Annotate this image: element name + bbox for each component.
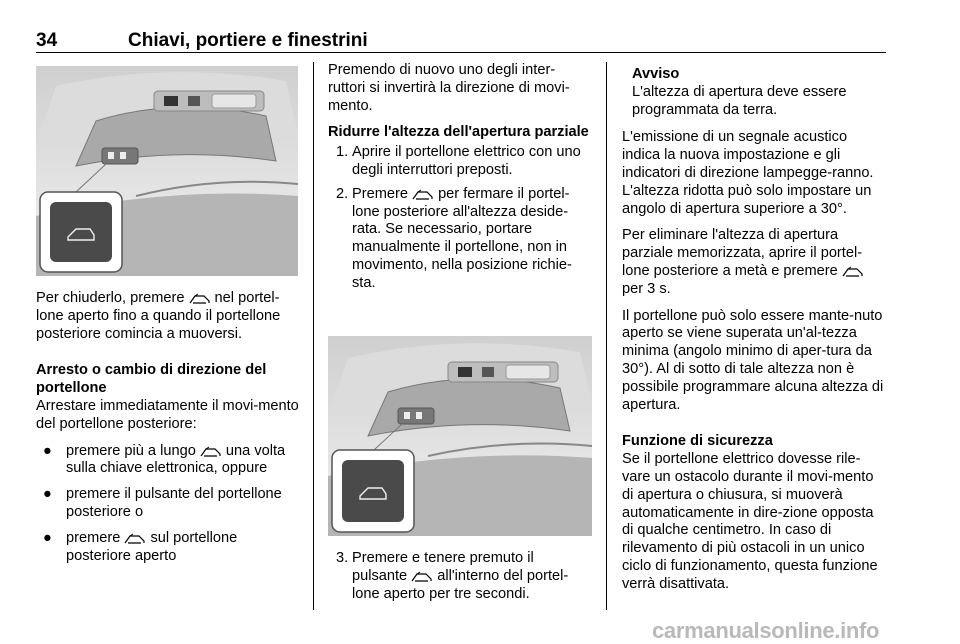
- paragraph: Se il portellone elettrico dovesse rile-vare un ostacolo durante il movi-mento di apertura o chiusura, si muoverà automaticamente in dire-zione opposta di qualche centimetro. In caso di rilevamento di più ostacoli in un unico ciclo di funzionamento, questa funzione verrà disattivata.: [622, 451, 878, 592]
- tailgate-open-icon: [124, 533, 146, 545]
- section-heading: Arresto o cambio di direzione del portellone: [36, 362, 267, 397]
- text-column-middle: [328, 62, 592, 299]
- paragraph: Per chiuderlo, premere nel portel-lone aperto fino a quando il portellone posteriore comincia a muoversi.: [36, 290, 281, 342]
- page-number: 34: [36, 30, 58, 51]
- list-item: 1. Aprire il portellone elettrico con uno degli interruttori preposti.: [336, 144, 581, 178]
- section-heading: Ridurre l'altezza dell'apertura parziale: [328, 124, 589, 141]
- section-heading: Funzione di sicurezza: [622, 433, 773, 450]
- list-item: 3. Premere e tenere premuto il pulsante all'interno del portel-lone aperto per tre secondi.: [336, 550, 569, 602]
- tailgate-open-icon: [200, 446, 222, 458]
- list-item: 2. Premere per fermare il portel-lone posteriore all'altezza deside-rata. Se necessario, portare manualmente il portellone, non in movimento, nella posizione richie-sta.: [336, 185, 572, 291]
- tailgate-open-icon: [412, 189, 434, 201]
- text-column-left: [36, 290, 301, 573]
- notice-title: Avviso: [632, 66, 680, 82]
- tailgate-illustration: [36, 66, 298, 276]
- tailgate-open-icon: [411, 571, 433, 583]
- list-item: ● premere il pulsante del portellone posteriore o: [43, 486, 282, 520]
- paragraph: Per eliminare l'altezza di apertura parziale memorizzata, aprire il portel-lone posteriore a metà e premere per 3 s.: [622, 227, 863, 297]
- watermark: carmanualsonline.info: [652, 618, 880, 643]
- paragraph: L'emissione di un segnale acustico indica la nuova impostazione e gli indicatori di direzione lampegge-ranno. L'altezza ridotta può solo impostare un angolo di apertura superiore a 30°.: [622, 129, 874, 217]
- tailgate-illustration: [328, 336, 592, 536]
- list-item: ● premere più a lungo una volta sulla chiave elettronica, oppure: [43, 442, 286, 477]
- text-column-middle-bottom: [328, 548, 592, 609]
- page-header: [36, 30, 886, 53]
- column-divider: [313, 62, 314, 610]
- paragraph: Premendo di nuovo uno degli inter-ruttori si invertirà la direzione di movi-mento.: [328, 62, 570, 114]
- paragraph: Il portellone può solo essere mante-nuto aperto se viene superata un'al-tezza minima (angolo minimo di aper-tura da 30°). Al di sotto di tale altezza non è possibile programmare alcuna altezza di apertura.: [622, 307, 884, 413]
- tailgate-open-icon: [189, 293, 211, 305]
- paragraph: Arrestare immediatamente il movi-mento del portellone posteriore:: [36, 397, 299, 432]
- chapter-title: Chiavi, portiere e finestrini: [128, 30, 368, 51]
- text-column-right: [622, 66, 888, 603]
- tailgate-open-icon: [842, 266, 864, 278]
- notice-box: [622, 66, 888, 119]
- list-item: ● premere sul portellone posteriore aperto: [43, 529, 238, 564]
- column-divider: [606, 62, 607, 610]
- notice-text: L'altezza di apertura deve essere programmata da terra.: [632, 83, 847, 118]
